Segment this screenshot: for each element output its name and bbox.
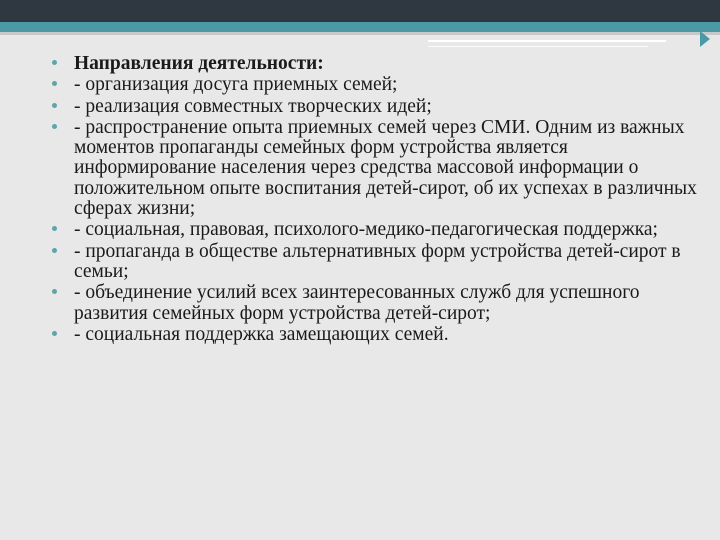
list-item	[48, 325, 698, 345]
bullet-list	[48, 54, 698, 345]
slide-body	[48, 54, 698, 346]
bullet-icon	[52, 226, 57, 231]
list-item-text: - социальная, правовая, психолого-медико-педагогическая поддержка;	[74, 219, 658, 241]
list-item	[48, 54, 698, 74]
header-band-dark	[0, 0, 720, 22]
header-band-teal	[0, 22, 720, 32]
header-divider	[0, 32, 720, 35]
bullet-icon	[52, 289, 57, 294]
bullet-icon	[52, 331, 57, 336]
bullet-icon	[52, 124, 57, 129]
list-item	[48, 220, 698, 240]
list-item-text: - организация досуга приемных семей;	[74, 74, 398, 96]
list-item	[48, 242, 698, 283]
list-item	[48, 75, 698, 95]
list-item-text: - распространение опыта приемных семей через СМИ. Одним из важных моментов пропаганды семейных форм устройства является информирование населения через средства массовой информации о положительном опыте воспитания детей-сирот, об их успехах в различных сферах жизни;	[74, 116, 697, 220]
list-item	[48, 118, 698, 219]
list-item	[48, 283, 698, 324]
bullet-icon	[52, 60, 57, 65]
list-item	[48, 97, 698, 117]
header-accent-line	[428, 46, 648, 47]
list-item-text: - пропаганда в обществе альтернативных форм устройства детей-сирот в семьи;	[74, 240, 681, 282]
list-item-text: - реализация совместных творческих идей;	[74, 95, 432, 117]
header-accent-line	[428, 40, 666, 42]
bullet-icon	[52, 248, 57, 253]
list-item-text: - объединение усилий всех заинтересованных служб для успешного развития семейных форм устройства детей-сирот;	[74, 282, 640, 324]
bullet-icon	[52, 103, 57, 108]
bullet-icon	[52, 81, 57, 86]
chevron-right-icon	[700, 31, 710, 47]
list-item-text: - социальная поддержка замещающих семей.	[74, 323, 449, 345]
list-item-heading: Направления деятельности:	[74, 53, 324, 74]
